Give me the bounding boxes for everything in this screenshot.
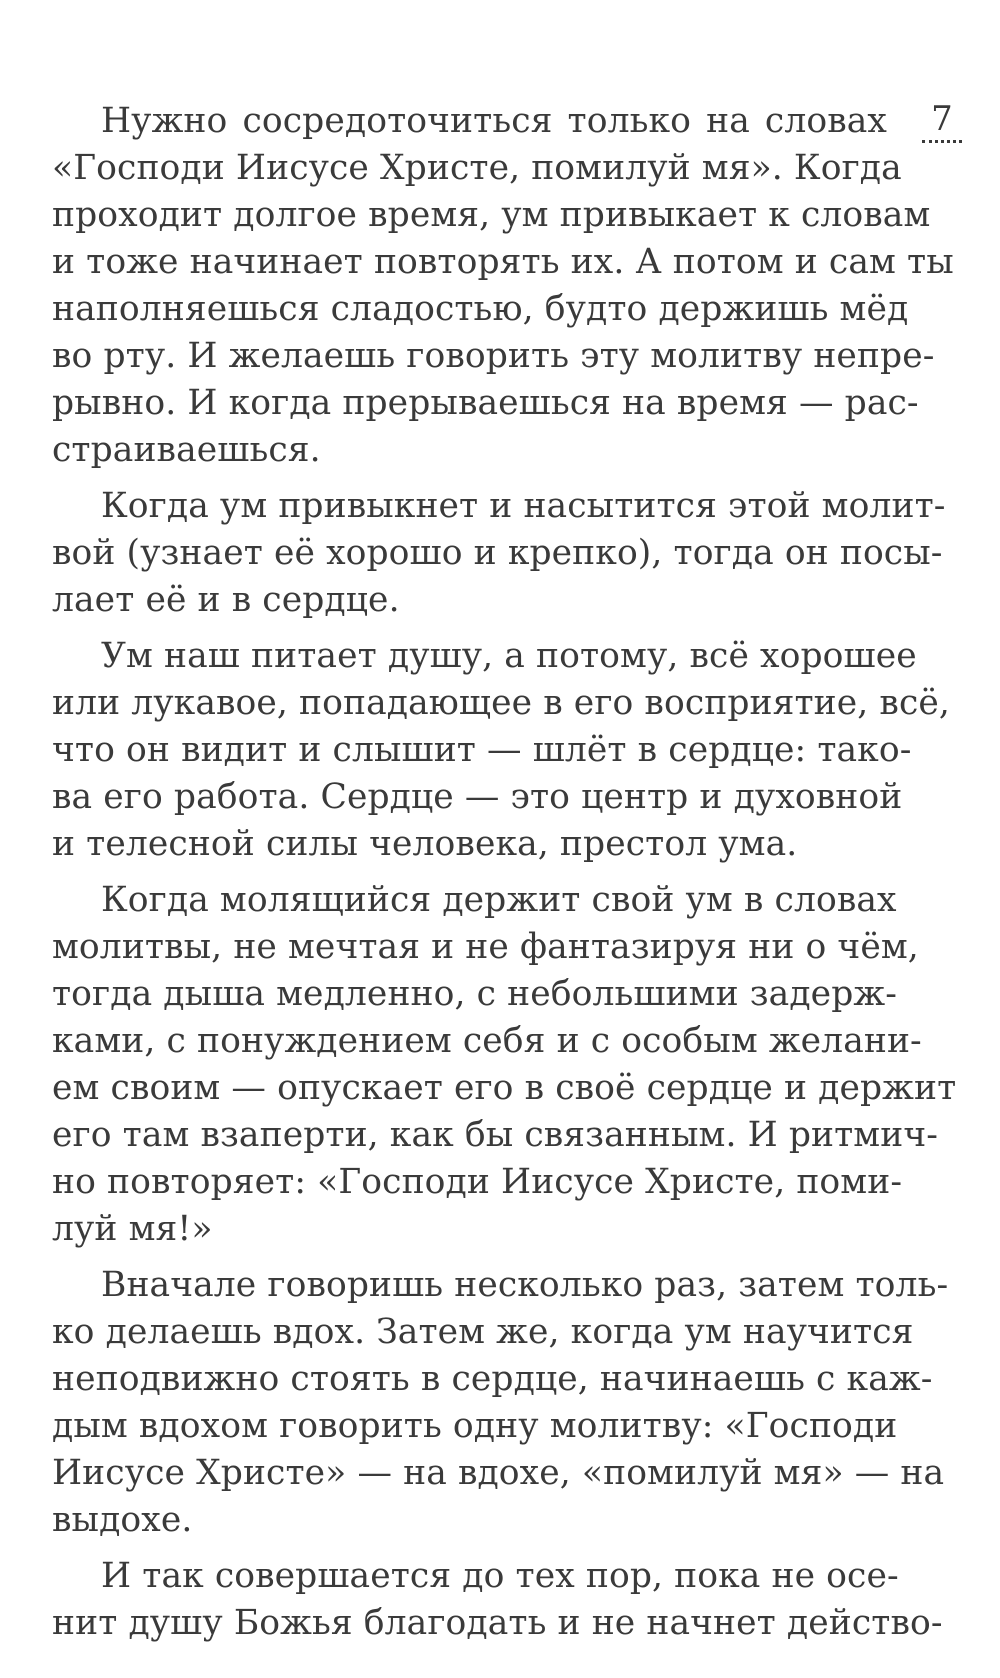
text-line: но повторяет: «Господи Иисусе Христе, поми- — [52, 1162, 903, 1202]
text-line: неподвижно стоять в сердце, начинаешь с каж- — [52, 1359, 933, 1399]
text-line: ем своим — опускает его в своё сердце и держит — [52, 1068, 957, 1108]
paragraph-2 — [52, 483, 946, 624]
text-line: выдохе. — [52, 1500, 193, 1540]
text-line: ко делаешь вдох. Затем же, когда ум научится — [52, 1312, 914, 1352]
text-line: ками, с понуждением себя и с особым желани- — [52, 1021, 922, 1061]
text-line: во рту. И желаешь говорить эту молитву непре- — [52, 336, 935, 376]
paragraph-6 — [52, 1553, 943, 1647]
text-line: Ум наш питает душу, а потому, всё хорошее — [101, 636, 917, 676]
text-line: страиваешься. — [52, 430, 321, 470]
paragraph-1 — [52, 98, 954, 474]
text-line: Когда молящийся держит свой ум в словах — [101, 880, 897, 920]
text-line: И так совершается до тех пор, пока не осе- — [101, 1556, 899, 1596]
paragraph-5 — [52, 1262, 949, 1544]
text-line: лает её и в сердце. — [52, 580, 400, 620]
text-line: молитвы, не мечтая и не фантазируя ни о чём, — [52, 927, 919, 967]
text-line: рывно. И когда прерываешься на время — рас- — [52, 383, 919, 423]
text-line: ва его работа. Сердце — это центр и духовной — [52, 777, 903, 817]
text-line: «Господи Иисусе Христе, помилуй мя». Когда — [52, 148, 902, 188]
page-number: 7 — [931, 99, 953, 139]
text-line: и тоже начинает повторять их. А потом и сам ты — [52, 242, 954, 282]
text-line: проходит долгое время, ум привыкает к словам — [52, 195, 931, 235]
text-line: что он видит и слышит — шлёт в сердце: тако- — [52, 730, 912, 770]
paragraph-4 — [52, 877, 957, 1253]
page-number-block — [920, 100, 964, 143]
text-line: Когда ум привыкнет и насытится этой молит- — [101, 486, 946, 526]
text-line: Вначале говоришь несколько раз, затем толь- — [101, 1265, 949, 1305]
text-line: и телесной силы человека, престол ума. — [52, 824, 798, 864]
text-line: наполняешься сладостью, будто держишь мёд — [52, 289, 909, 329]
paragraph-3 — [52, 633, 950, 868]
text-line: вой (узнает её хорошо и крепко), тогда он посы- — [52, 533, 943, 573]
text-line: его там взаперти, как бы связанным. И ритмич- — [52, 1115, 938, 1155]
text-line: нит душу Божья благодать и не начнет действо- — [52, 1603, 943, 1643]
body-text — [52, 98, 957, 1656]
page-number-dotted-rule — [922, 140, 962, 143]
text-line: или лукавое, попадающее в его восприятие, всё, — [52, 683, 950, 723]
text-line: Иисусе Христе» — на вдохе, «помилуй мя» — на — [52, 1453, 945, 1493]
text-line: Нужно сосредоточиться только на словах — [101, 101, 887, 141]
text-line: дым вдохом говорить одну молитву: «Господи — [52, 1406, 898, 1446]
text-line: тогда дыша медленно, с небольшими задерж- — [52, 974, 897, 1014]
text-line: луй мя!» — [52, 1209, 213, 1249]
